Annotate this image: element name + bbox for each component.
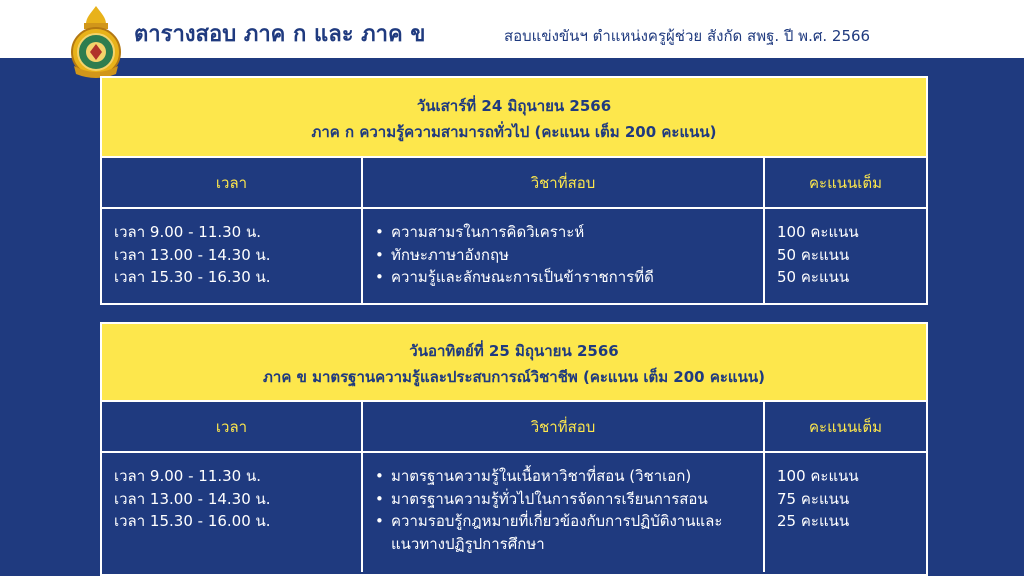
subject-item: • มาตรฐานความรู้ในเนื้อหาวิชาที่สอน (วิชาเอก)	[373, 465, 755, 488]
score-value: 50 คะแนน	[777, 245, 850, 264]
page-title: ตารางสอบ ภาค ก และ ภาค ข	[134, 22, 426, 47]
time-cell	[102, 208, 362, 303]
table-row	[102, 452, 926, 572]
table-header-row	[102, 158, 926, 208]
ministry-emblem-icon	[68, 4, 124, 80]
score-cell	[764, 208, 926, 303]
time-slot: เวลา 13.00 - 14.30 น.	[114, 489, 271, 508]
column-header-subject: วิชาที่สอบ	[362, 402, 764, 452]
page-subtitle: สอบแข่งขันฯ ตำแหน่งครูผู้ช่วย สังกัด สพฐ. ปี พ.ศ. 2566	[504, 27, 871, 45]
header-bar	[0, 0, 1024, 58]
time-slot: เวลา 13.00 - 14.30 น.	[114, 245, 271, 264]
exam-date: วันเสาร์ที่ 24 มิถุนายน 2566	[416, 97, 612, 115]
exam-heading: ภาค ข มาตรฐานความรู้และประสบการณ์วิชาชีพ (คะแนน เต็ม 200 คะแนน)	[263, 368, 765, 386]
column-header-score: คะแนนเต็ม	[764, 158, 926, 208]
column-header-time: เวลา	[102, 402, 362, 452]
subject-item: • ความสามรในการคิดวิเคราะห์	[373, 221, 755, 244]
table-header-row	[102, 402, 926, 452]
schedule-table	[102, 158, 926, 303]
time-cell	[102, 452, 362, 572]
column-header-score: คะแนนเต็ม	[764, 402, 926, 452]
subject-item: • ทักษะภาษาอังกฤษ	[373, 244, 755, 267]
subject-cell	[362, 452, 764, 572]
table-row	[102, 208, 926, 303]
subject-item: • ความรอบรู้กฎหมายที่เกี่ยวข้องกับการปฏิบัติงานและแนวทางปฏิรูปการศึกษา	[373, 510, 755, 555]
time-slot: เวลา 9.00 - 11.30 น.	[114, 467, 262, 485]
schedule-banner	[102, 324, 926, 402]
column-header-time: เวลา	[102, 158, 362, 208]
score-value: 100 คะแนน	[777, 223, 859, 241]
exam-heading: ภาค ก ความรู้ความสามารถทั่วไป (คะแนน เต็ม 200 คะแนน)	[311, 123, 717, 141]
subject-cell	[362, 208, 764, 303]
score-cell	[764, 452, 926, 572]
score-value: 50 คะแนน	[777, 268, 850, 286]
exam-date: วันอาทิตย์ที่ 25 มิถุนายน 2566	[409, 342, 619, 360]
score-value: 75 คะแนน	[777, 489, 850, 508]
schedule-part-a	[100, 76, 928, 305]
time-slot: เวลา 9.00 - 11.30 น.	[114, 223, 262, 241]
subject-item: • มาตรฐานความรู้ทั่วไปในการจัดการเรียนการสอน	[373, 488, 755, 511]
schedule-part-b	[100, 322, 928, 576]
time-slot: เวลา 15.30 - 16.30 น.	[114, 268, 271, 286]
column-header-subject: วิชาที่สอบ	[362, 158, 764, 208]
time-slot: เวลา 15.30 - 16.00 น.	[114, 512, 271, 530]
schedule-table	[102, 402, 926, 572]
score-value: 25 คะแนน	[777, 512, 850, 530]
schedule-banner	[102, 78, 926, 158]
subject-item: • ความรู้และลักษณะการเป็นข้าราชการที่ดี	[373, 266, 755, 289]
score-value: 100 คะแนน	[777, 467, 859, 485]
